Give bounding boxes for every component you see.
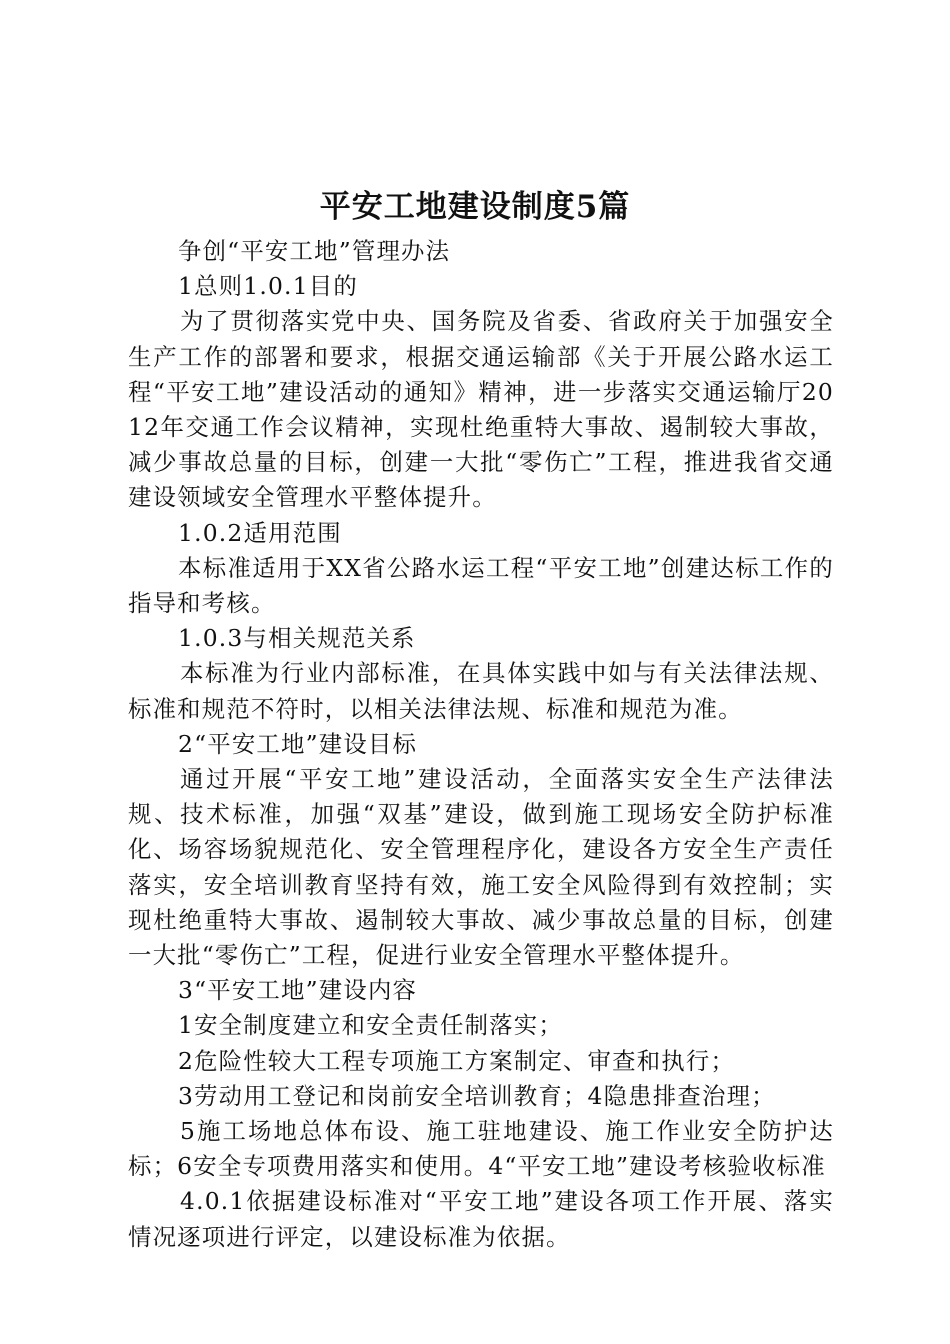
- paragraph-content-heading: 3“平安工地”建设内容: [178, 976, 418, 1005]
- document-body: [128, 234, 834, 1255]
- list-item-3-4: 3劳动用工登记和岗前安全培训教育；4隐患排查治理；: [178, 1081, 776, 1110]
- paragraph-relation-heading: 1.0.3与相关规范关系: [178, 624, 416, 653]
- paragraph-goal: 通过开展“平安工地”建设活动，全面落实安全生产法律法规、技术标准，加强“双基”建设，做到施工现场安全防护标准化、场容场貌规范化、安全管理程序化，建设各方安全生产责任落实，安全培训教育坚持有效，施工安全风险得到有效控制；实现杜绝重特大事故、遏制较大事故、减少事故总量的目标，创建一大批“零伤亡”工程，促进行业安全管理水平整体提升。: [128, 765, 834, 970]
- paragraph-scope-heading: 1.0.2适用范围: [178, 518, 342, 547]
- paragraph-goal-heading: 2“平安工地”建设目标: [178, 729, 418, 758]
- paragraph-purpose: 为了贯彻落实党中央、国务院及省委、省政府关于加强安全生产工作的部署和要求，根据交通运输部《关于开展公路水运工程“平安工地”建设活动的通知》精神，进一步落实交通运输厅2012年交通工作会议精神，实现杜绝重特大事故、遏制较大事故，减少事故总量的目标，创建一大批“零伤亡”工程，推进我省交通建设领域安全管理水平整体提升。: [128, 307, 834, 512]
- paragraph-evaluation: 4.0.1依据建设标准对“平安工地”建设各项工作开展、落实情况逐项进行评定，以建设标准为依据。: [128, 1187, 834, 1251]
- list-item-5-6: 5施工场地总体布设、施工驻地建设、施工作业安全防护达标；6安全专项费用落实和使用。4“平安工地”建设考核验收标准: [128, 1117, 834, 1181]
- list-item-2: 2危险性较大工程专项施工方案制定、审查和执行；: [178, 1046, 736, 1075]
- list-item-1: 1安全制度建立和安全责任制落实；: [178, 1011, 563, 1040]
- paragraph-relation: 本标准为行业内部标准，在具体实践中如与有关法律法规、标准和规范不符时，以相关法律法规、标准和规范为准。: [128, 659, 834, 723]
- document-title: 平安工地建设制度5篇: [319, 189, 631, 225]
- paragraph-section-1-heading: 1总则1.0.1目的: [178, 272, 358, 301]
- paragraph-subtitle: 争创“平安工地”管理办法: [178, 237, 451, 265]
- paragraph-scope: 本标准适用于XX省公路水运工程“平安工地”创建达标工作的指导和考核。: [128, 553, 834, 618]
